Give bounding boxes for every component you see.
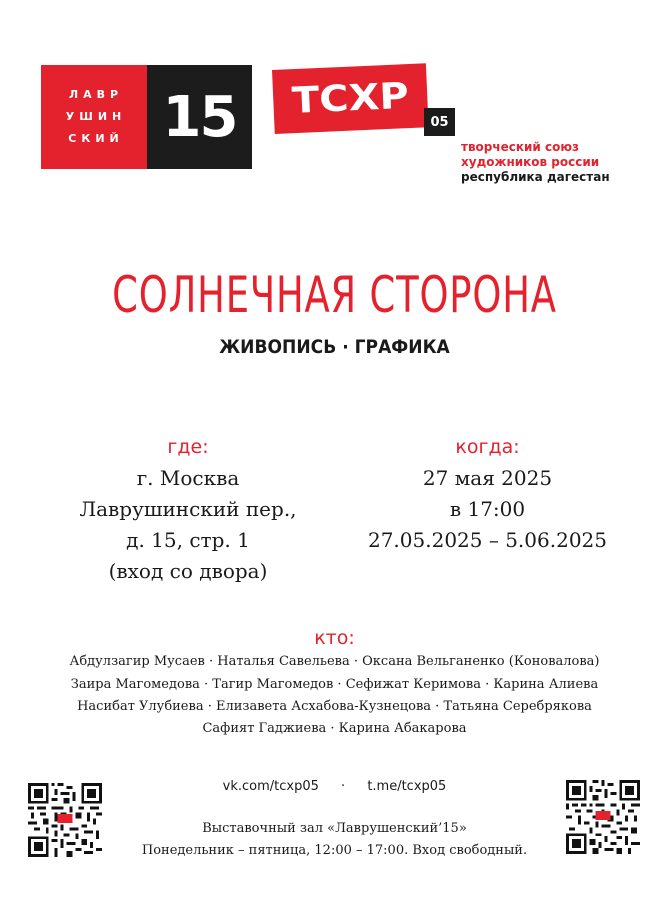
artists-line-2: Заира Магомедова · Тагир Магомедов · Сефижат Керимова · Карина Алиева <box>70 677 599 692</box>
artists-line-1: Абдулзагир Мусаев · Наталья Савельева · Оксана Вельганенко (Коновалова) <box>69 654 600 669</box>
lavrushinsky-logo-number: 15 <box>147 65 252 169</box>
artists-line-3: Насибат Улубиева · Елизавета Асхабова-Кузнецова · Татьяна Серебрякова <box>77 699 592 714</box>
when-line-1: 27 мая 2025 <box>422 466 553 490</box>
where-block <box>58 436 318 590</box>
lavrushinsky-logo-line-2: УШИН <box>65 110 127 123</box>
vk-link[interactable]: vk.com/tcxp05 <box>222 779 319 794</box>
qr-code-icon-left[interactable] <box>28 783 102 857</box>
when-block <box>340 436 635 559</box>
where-line-2: Лаврушинский пер., <box>79 497 297 521</box>
tsxr-logo-text: ТСХР <box>291 75 410 122</box>
union-caption <box>461 140 610 185</box>
qr-code-icon-right[interactable] <box>566 780 640 854</box>
union-caption-line-1: творческий союз <box>461 140 580 154</box>
lavrushinsky-logo-line-1: ЛАВР <box>68 88 124 101</box>
where-line-1: г. Москва <box>136 466 240 490</box>
when-line-2: в 17:00 <box>449 497 526 521</box>
venue-name: Выставочный зал «Лаврушенский’15» <box>202 821 467 836</box>
union-caption-line-2: художников россии <box>461 155 600 169</box>
where-label: где: <box>167 436 209 458</box>
where-line-4: (вход со двора) <box>108 559 268 583</box>
links-separator: · <box>341 779 346 794</box>
exhibition-title: СОЛНЕЧНАЯ СТОРОНА <box>112 266 557 324</box>
who-label: кто: <box>314 627 355 649</box>
tsxr-logo <box>272 63 429 134</box>
lavrushinsky-logo-red-block <box>41 65 147 169</box>
opening-hours: Понедельник – пятница, 12:00 – 17:00. Вход свободный. <box>141 843 528 858</box>
artists-line-4: Сафият Гаджиева · Карина Абакарова <box>202 721 467 736</box>
lavrushinsky-logo-line-3: СКИЙ <box>68 132 124 145</box>
union-caption-line-3: республика дагестан <box>461 170 610 184</box>
exhibition-subtitle: ЖИВОПИСЬ · ГРАФИКА <box>219 336 450 358</box>
when-line-3: 27.05.2025 – 5.06.2025 <box>367 528 607 552</box>
tsxr-region-code: 05 <box>424 108 455 136</box>
when-label: когда: <box>455 436 520 458</box>
where-line-3: д. 15, стр. 1 <box>126 528 250 552</box>
telegram-link[interactable]: t.me/tcxp05 <box>367 779 447 794</box>
